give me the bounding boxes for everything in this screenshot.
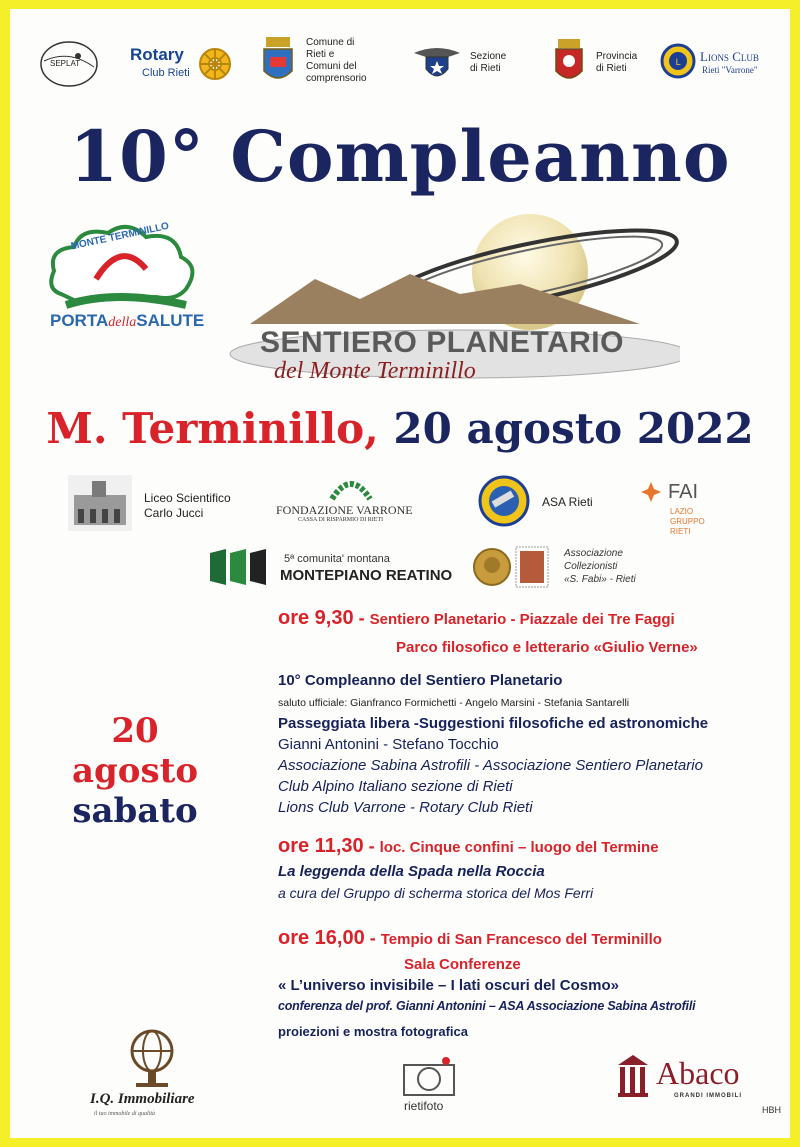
cai-logo: Sezione di Rieti [412, 39, 522, 89]
event-date-line [10, 404, 790, 453]
cai-eagle-icon [412, 39, 462, 85]
iq-immobiliare-logo: I.Q. Immobiliare il tuo immobile di qualità [84, 1027, 224, 1127]
fondazione-varrone-logo: FONDAZIONE VARRONE CASSA DI RISPARMIO DI RIETI [276, 475, 436, 529]
abaco-logo: Abaco GRANDI IMMOBILI [616, 1053, 756, 1113]
iq-name: I.Q. Immobiliare [90, 1091, 195, 1107]
sentiero-planetario-logo [220, 204, 680, 394]
lions-emblem-icon [660, 43, 696, 79]
asa-telescope-icon [478, 475, 530, 527]
provincia-crest-icon [552, 37, 586, 89]
coin-stamp-icon [472, 543, 552, 589]
rotary-wheel-icon [198, 47, 232, 81]
svg-text:L: L [675, 58, 681, 68]
event-2-place: loc. Cinque confini – luogo del Termine [379, 839, 659, 856]
porta-salute-cloud-icon [36, 209, 206, 319]
fai-logo: FAI LAZIO GRUPPO RIETI [640, 481, 750, 541]
event-poster: SEPLAT Rotary Club Rieti Comune di Rieti e Comuni del comprensorio Sezione di Rieti Provincia di Rieti L Lions Club Rieti "Varrone" 10° Compleanno MONTE TERMINILLO PORTAdellaSALUTE SENTIERO PLANETARIO del Monte Terminillo M. Terminillo, 20 agosto 2022 Liceo Scientifico Carlo Jucci FONDAZIONE VARRONE CASSA DI RISPARMIO DI RIETI ASA Rieti FAI LAZIO GRUPPO RIETI 5ª comunita' montana MONTEPIANO REATINO Associazione Collezionisti «S. Fabi» - Rieti 20 agosto sabato ore 9,30 - Sentiero Planetario - Piazzale dei Tre Faggi Parco filosofico e letterario «Giulio Verne» 10° Compleanno del Sentiero Planetario saluto ufficiale: Gianfranco Formichetti - Angelo Marsini - Stefania Santarelli Passeggiata libera -Suggestioni filosofiche ed astronomiche Gianni Antonini - Stefano Tocchio Associazione Sabina Astrofili - Associazione Sentiero Planetario Club Alpino Italiano sezione di Rieti Lions Club Varrone - Rotary Club Rieti ore 11,30 - loc. Cinque confini – luogo del Termine La leggenda della Spada nella Roccia a cura del Gruppo di scherma storica del Mos Ferri ore 16,00 - Tempio di San Francesco del Terminillo Sala Conferenze « L’universo invisibile – I lati oscuri del Cosmo» conferenza del prof. Gianni Antonini – ASA Associazione Sabina Astrofili proiezioni e mostra fotografica I.Q. Immobiliare il tuo immobile di qualità rietifoto Abaco GRANDI IMMOBILI HBH [10, 9, 790, 1138]
comunita-montana-logo: 5ª comunita' montana MONTEPIANO REATINO [208, 547, 438, 593]
side-date-month: agosto [71, 751, 198, 791]
side-date-weekday: sabato [72, 791, 198, 831]
event-place: M. Terminillo, [46, 404, 379, 453]
school-building-icon [68, 475, 132, 531]
liceo-logo: Liceo Scientifico Carlo Jucci [68, 475, 268, 535]
collezionisti-logo: Associazione Collezionisti «S. Fabi» - Rieti [472, 543, 662, 599]
event-date: 20 agosto 2022 [393, 404, 754, 453]
event-3-time: ore 16,00 [278, 927, 365, 949]
page-title: 10° Compleanno [69, 115, 731, 198]
rietifoto-logo: rietifoto [396, 1051, 476, 1121]
sentiero-logo-title: SENTIERO PLANETARIO [260, 326, 624, 359]
event-1-time: ore 9,30 [278, 607, 354, 629]
comune-crest-icon [260, 35, 296, 87]
globe-house-icon [122, 1027, 182, 1089]
porta-salute-logo: MONTE TERMINILLO PORTAdellaSALUTE [36, 209, 206, 339]
camera-icon [396, 1051, 466, 1099]
side-date-day: 20 [111, 711, 159, 751]
fai-leaf-icon [640, 481, 662, 503]
asa-logo: ASA Rieti [478, 475, 598, 531]
event-2-time: ore 11,30 [278, 835, 364, 857]
event-1-place2: Parco filosofico e letterario «Giulio Verne» [396, 639, 698, 656]
comune-logo: Comune di Rieti e Comuni del comprensorio [260, 35, 380, 97]
rotary-logo [128, 45, 238, 85]
columns-icon [616, 1053, 650, 1097]
event-3-place: Tempio di San Francesco del Terminillo [380, 931, 662, 948]
seplat-logo: SEPLAT [38, 39, 100, 89]
event-1-place: Sentiero Planetario - Piazzale dei Tre Faggi [369, 611, 675, 628]
books-icon [208, 547, 274, 587]
side-date [50, 711, 220, 831]
hbh-mark: HBH [762, 1105, 782, 1115]
provincia-logo: Provincia di Rieti [552, 37, 662, 93]
lions-logo: L Lions Club Rieti "Varrone" [660, 43, 785, 85]
sentiero-logo-subtitle: del Monte Terminillo [274, 358, 476, 384]
rotary-club: Club Rieti [142, 67, 190, 79]
arch-icon [328, 475, 374, 501]
rotary-name: Rotary [130, 45, 184, 64]
